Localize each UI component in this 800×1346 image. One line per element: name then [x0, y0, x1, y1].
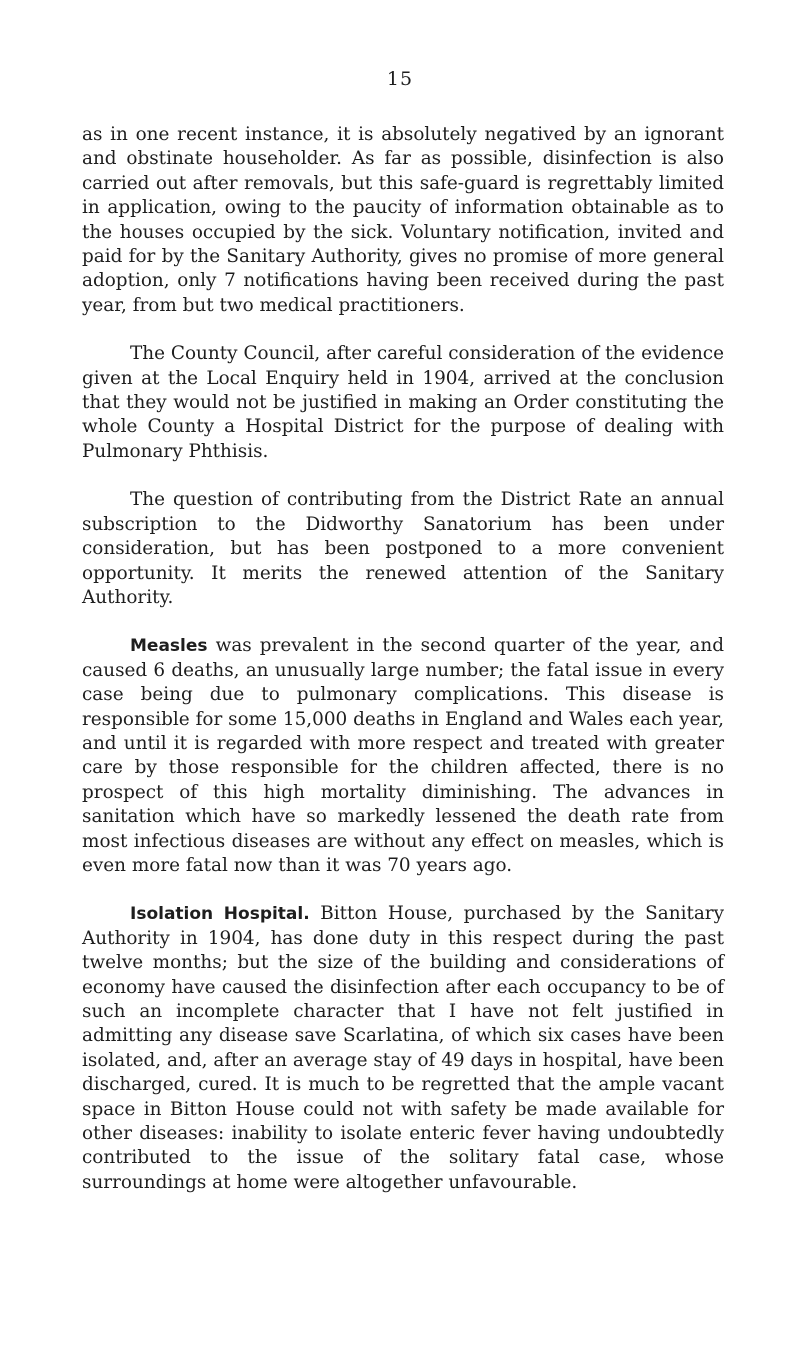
section-heading-isolation-hospital: Isolation Hospital. [130, 904, 310, 925]
paragraph-text: was prevalent in the second quarter of the year, and caused 6 deaths, an unusually large number; the fatal issue in every case being due to pulmonary complications. This disease is responsible for some 15,000 deaths in England and Wales each year, and until it is regarded with more respect and treated with greater care by those responsible for the children affected, there is no prospect of this high mortality diminishing. The advances in sanitation which have so markedly lessened the death rate from most infectious diseases are without any effect on measles, which is even more fatal now than it was 70 years ago. [82, 635, 724, 876]
body-text [82, 123, 724, 1219]
paragraph-disinfection [82, 123, 724, 318]
paragraph-measles [82, 634, 724, 878]
paragraph-sanatorium [82, 488, 724, 610]
paragraph-isolation-hospital [82, 902, 724, 1195]
paragraph-text: The question of contributing from the District Rate an annual subscription to the Didworthy Sanatorium has been under consideration, but has been postponed to a more convenient opportunity. It merits the renewed attention of the Sanitary Authority. [82, 489, 724, 608]
page-number: 15 [386, 68, 414, 90]
section-heading-measles: Measles [130, 636, 208, 657]
paragraph-text: Bitton House, purchased by the Sanitary Authority in 1904, has done duty in this respect during the past twelve months; but the size of the building and considerations of economy have caused the disinfection after each occupancy to be of such an incomplete character that I have not felt justified in admitting any disease save Scarlatina, of which six cases have been isolated, and, after an average stay of 49 days in hospital, have been discharged, cured. It is much to be regretted that the ample vacant space in Bitton House could not with safety be made available for other diseases: inability to isolate enteric fever having undoubtedly contributed to the issue of the solitary fatal case, whose surroundings at home were altogether unfavourable. [82, 903, 724, 1193]
paragraph-text: as in one recent instance, it is absolutely negatived by an ignorant and obstinate householder. As far as possible, disinfection is also carried out after removals, but this safe-guard is regrettably limited in application, owing to the paucity of information obtainable as to the houses occupied by the sick. Voluntary notification, invited and paid for by the Sanitary Authority, gives no promise of more general adoption, only 7 notifications having been received during the past year, from but two medical practitioners. [82, 124, 724, 316]
paragraph-county-council [82, 342, 724, 464]
paragraph-text: The County Council, after careful consideration of the evidence given at the Local Enquiry held in 1904, arrived at the conclusion that they would not be justified in making an Order constituting the whole County a Hospital District for the purpose of dealing with Pulmonary Phthisis. [82, 343, 724, 462]
